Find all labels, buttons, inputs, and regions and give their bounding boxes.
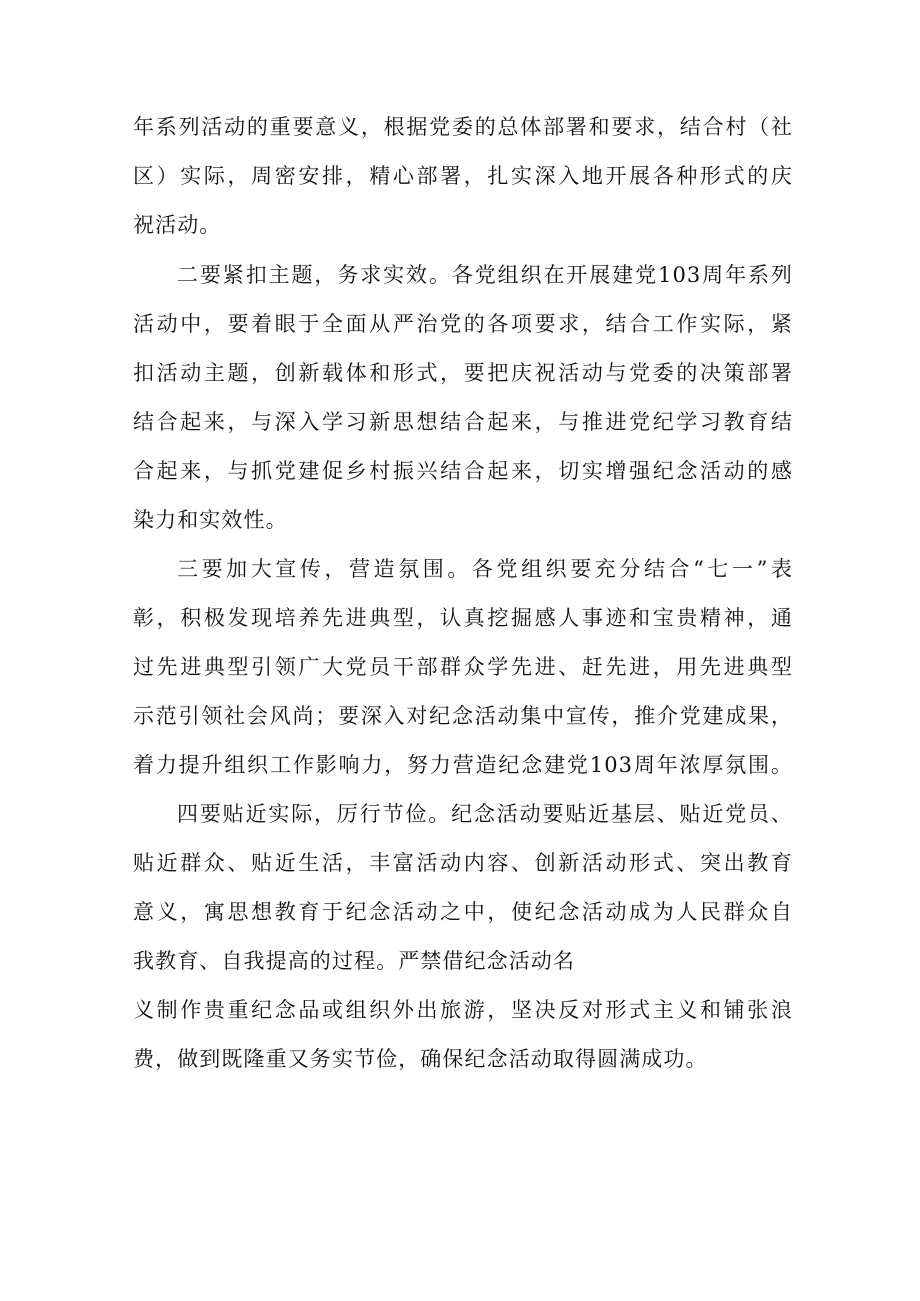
paragraph-1 (133, 103, 793, 250)
paragraph-2 (133, 251, 793, 545)
text-line: 我教育、自我提高的过程。严禁借纪念活动名 (133, 949, 575, 973)
text-line: 区）实际，周密安排，精心部署，扎实深入地开展各种形式的庆 (133, 164, 793, 188)
text-line: 费，做到既隆重又务实节俭，确保纪念活动取得圆满成功。 (133, 1047, 708, 1071)
text-line: 四要贴近实际，厉行节俭。纪念活动要贴近基层、贴近党员、 (177, 802, 793, 826)
text-line: 合起来，与抓党建促乡村振兴结合起来，切实增强纪念活动的感 (133, 459, 793, 483)
text-line: 染力和实效性。 (133, 508, 288, 532)
text-line: 扣活动主题，创新载体和形式，要把庆祝活动与党委的决策部署 (133, 361, 793, 385)
text-line: 意义，寓思想教育于纪念活动之中，使纪念活动成为人民群众自 (133, 900, 793, 924)
text-line: 过先进典型引领广大党员干部群众学先进、赶先进，用先进典型 (133, 655, 793, 679)
text-line: 彰，积极发现培养先进典型，认真挖掘感人事迹和宝贵精神，通 (133, 606, 793, 630)
text-line: 义制作贵重纪念品或组织外出旅游，坚决反对形式主义和铺张浪 (133, 998, 793, 1022)
text-line: 贴近群众、贴近生活，丰富活动内容、创新活动形式、突出教育 (133, 851, 793, 875)
text-line: 三要加大宣传，营造氛围。各党组织要充分结合“七一”表 (177, 557, 793, 581)
text-line: 祝活动。 (133, 213, 222, 237)
text-line: 示范引领社会风尚；要深入对纪念活动集中宣传，推介党建成果， (133, 704, 793, 728)
paragraph-3 (133, 545, 793, 790)
text-line: 结合起来，与深入学习新思想结合起来，与推进党纪学习教育结 (133, 410, 793, 434)
text-line: 着力提升组织工作影响力，努力营造纪念建党103周年浓厚氛围。 (133, 753, 793, 777)
text-line: 活动中，要着眼于全面从严治党的各项要求，结合工作实际，紧 (133, 312, 793, 336)
paragraph-4 (133, 790, 793, 1084)
text-line: 二要紧扣主题，务求实效。各党组织在开展建党103周年系列 (177, 263, 793, 287)
text-line: 年系列活动的重要意义，根据党委的总体部署和要求，结合村（社 (133, 115, 793, 139)
